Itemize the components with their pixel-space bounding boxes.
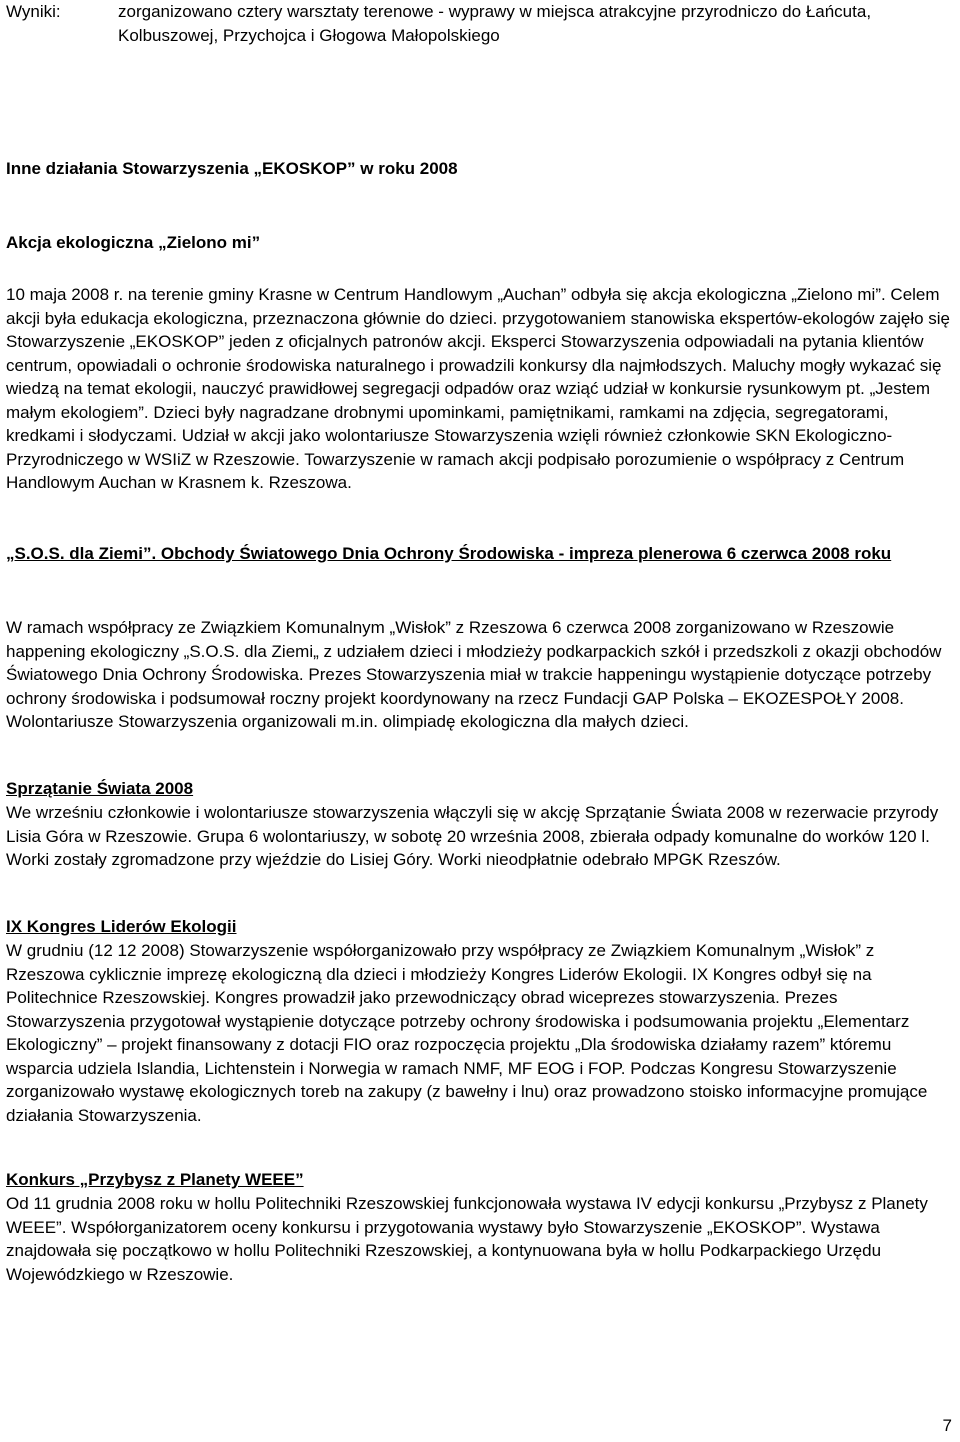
sos-paragraph: W ramach współpracy ze Związkiem Komunalnym „Wisłok” z Rzeszowa 6 czerwca 2008 zorganizowano w Rzeszowie happening ekologiczny „S.O.S. dla Ziemi„ z udziałem dzieci i młodzieży podkarpackich szkół i przedszkoli z okazji obchodów Światowego Dnia Ochrony Środowiska. Prezes Stowarzyszenia miał w trakcie happeningu wystąpienie dotyczące potrzeby ochrony środowiska i podsumował roczny projekt koordynowany na rzecz Fundacji GAP Polska – EKOZESPOŁY 2008. Wolontariusze Stowarzyszenia organizowali m.in. olimpiadę ekologiczna dla małych dzieci. [6,618,942,731]
cleanup-title: Sprzątanie Świata 2008 [6,779,194,798]
contest-paragraph: Od 11 grudnia 2008 roku w hollu Politechniki Rzeszowskiej funkcjonowała wystawa IV edycji konkursu „Przybysz z Planety WEEE”. Współorganizatorem oceny konkursu i przygotowania wystawy było Stowarzyszenie „EKOSKOP”. Wystawa znajdowała się początkowo w hollu Politechniki Rzeszowskiej, a kontynuowana była w hollu Podkarpackiego Urzędu Wojewódzkiego w Rzeszowie. [6,1194,928,1284]
zielono-heading: Akcja ekologiczna „Zielono mi” [6,233,261,252]
zielono-paragraph: 10 maja 2008 r. na terenie gminy Krasne w Centrum Handlowym „Auchan” odbyła się akcja ekologiczna „Zielono mi”. Celem akcji była edukacja ekologiczna, przeznaczona głównie do dzieci. przygotowaniem stanowiska ekspertów-ekologów zajęło się Stowarzyszenie „EKOSKOP” jeden z oficjalnych patronów akcji. Eksperci Stowarzyszenia odpowiadali na pytania klientów centrum, opowiadali o ochronie środowiska naturalnego i prowadzili konkursy dla najmłodszych. Maluchy mogły wykazać się wiedzą na temat ekologii, nauczyć prawidłowej segregacji odpadów oraz wziąć udział w konkursie rysunkowym pt. „Jestem małym ekologiem”. Dzieci były nagradzane drobnymi upominkami, pamiętnikami, ramkami na zdjęcia, segregatorami, kredkami i słodyczami. Udział w akcji jako wolontariusze Stowarzyszenia wzięli również członkowie SKN Ekologiczno-Przyrodniczego w WSIiZ w Rzeszowie. Towarzyszenie w ramach akcji podpisało porozumienie o współpracy z Centrum Handlowym Auchan w Krasnem k. Rzeszowa. [6,285,951,492]
results-text: zorganizowano cztery warsztaty terenowe - wyprawy w miejsca atrakcyjne przyrodniczo do Łańcuta, Kolbuszowej, Przychojca i Głogowa Małopolskiego [118,2,872,45]
contest-title: Konkurs „Przybysz z Planety WEEE” [6,1170,304,1189]
cleanup-paragraph: We wrześniu członkowie i wolontariusze stowarzyszenia włączyli się w akcję Sprzątanie Świata 2008 w rezerwacie przyrody Lisia Góra w Rzeszowie. Grupa 6 wolontariuszy, w sobotę 20 września 2008, zbierała odpady komunalne do worków 120 l. Worki zostały zgromadzone przy wjeździe do Lisiej Góry. Worki nieodpłatnie odebrało MPGK Rzeszów. [6,803,939,869]
sos-title: „S.O.S. dla Ziemi”. Obchody Światowego Dnia Ochrony Środowiska - impreza plenerowa 6 czerwca 2008 roku [6,544,892,563]
results-label: Wyniki: [6,2,61,21]
congress-paragraph: W grudniu (12 12 2008) Stowarzyszenie współorganizowało przy współpracy ze Związkiem Komunalnym „Wisłok” z Rzeszowa cyklicznie imprezę ekologiczną dla dzieci i młodzieży Kongres Liderów Ekologii. IX Kongres odbył się na Politechnice Rzeszowskiej. Kongres prowadził jako przewodniczący obrad wiceprezes stowarzyszenia. Prezes Stowarzyszenia przygotował wystąpienie dotyczące potrzeby ochrony środowiska i podsumowania projektu „Elementarz Ekologiczny” – projekt finansowany z dotacji FIO oraz rozpoczęcia projektu „Dla środowiska działamy razem” któremu wsparcia udziela Islandia, Lichtenstein i Norwegia w ramach NMF, MF EOG i FOP. Podczas Kongresu Stowarzyszenie zorganizowało wystawę ekologicznych toreb na zakupy (z bawełny i lnu) oraz prowadzono stoisko informacyjne promujące działania Stowarzyszenia. [6,941,928,1125]
other-activities-heading: Inne działania Stowarzyszenia „EKOSKOP” w roku 2008 [6,159,458,178]
congress-title: IX Kongres Liderów Ekologii [6,917,237,936]
page-number: 7 [942,1416,952,1435]
